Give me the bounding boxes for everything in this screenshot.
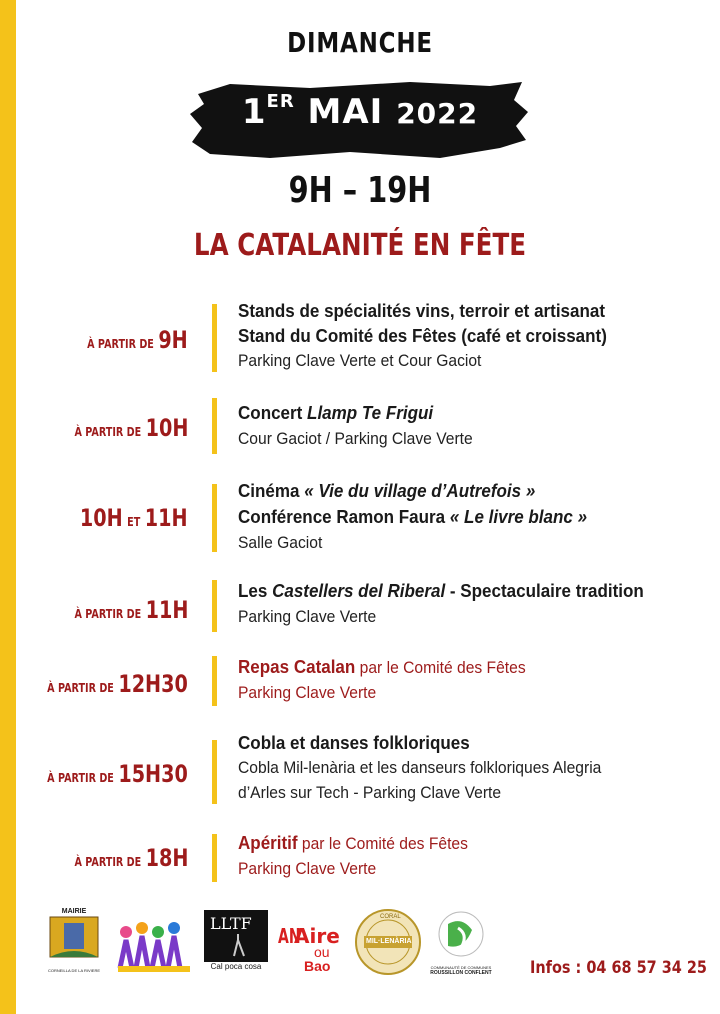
event-divider <box>212 304 217 372</box>
event-description: Cobla et danses folkloriques Cobla Mil-lenària et les danseurs folkloriques Alegria d’Arles sur Tech - Parking Clave Verte <box>238 732 602 802</box>
lltf-logo: LLTF Cal poca cosa <box>204 910 268 980</box>
event-time: 10H ET 11H <box>80 504 188 532</box>
lltf-figure-icon <box>204 910 268 962</box>
event-place: Cour Gaciot / Parking Clave Verte <box>238 429 473 448</box>
sponsor-logos <box>44 908 494 978</box>
event-place: Parking Clave Verte <box>238 683 377 702</box>
left-yellow-stripe <box>0 0 16 1014</box>
event-place: Parking Clave Verte et Cour Gaciot <box>238 351 482 370</box>
date-day: 1 <box>241 92 267 132</box>
info-phone: Infos : 04 68 57 34 25 <box>530 958 707 978</box>
event-divider <box>212 580 217 632</box>
event-day: DIMANCHE <box>287 26 433 59</box>
event-time: À PARTIR DE 10H <box>74 414 188 442</box>
event-time: À PARTIR DE 12H30 <box>47 670 188 698</box>
date-year: 2022 <box>396 97 479 130</box>
comcom-logo: COMMUNAUTÉ DE COMMUNES ROUSSILLON CONFLENT <box>428 910 494 978</box>
event-description: Apéritif par le Comité des Fêtes Parking Clave Verte <box>238 830 670 881</box>
event-divider <box>212 656 217 706</box>
event-divider <box>212 740 217 804</box>
dancers-logo <box>114 918 194 974</box>
event-date <box>190 92 530 132</box>
event-divider <box>212 484 217 552</box>
event-description: Les Castellers del Riberal - Spectaculaire tradition Parking Clave Verte <box>238 578 670 629</box>
event-theme: LA CATALANITÉ EN FÊTE <box>193 228 527 263</box>
event-time: À PARTIR DE 11H <box>74 596 188 624</box>
millenaria-logo: MIL·LENÀRIA CORAL <box>354 908 422 976</box>
mairie-logo: MAIRIE CORNEILLA DE LA RIVIERE <box>44 908 104 978</box>
event-time: À PARTIR DE 15H30 <box>47 760 188 788</box>
comcom-emblem-icon <box>428 910 494 960</box>
event-description: Concert Llamp Te Frigui Cour Gaciot / Parking Clave Verte <box>238 400 670 451</box>
event-time: À PARTIR DE 18H <box>74 844 188 872</box>
event-hours: 9H – 19H <box>288 170 432 211</box>
event-time: À PARTIR DE 9H <box>87 326 188 354</box>
event-divider <box>212 834 217 882</box>
event-place: Parking Clave Verte <box>238 607 377 626</box>
event-description: Repas Catalan par le Comité des Fêtes Parking Clave Verte <box>238 654 670 705</box>
aire-ou-bao-logo: AN Aire ou Bao <box>278 924 340 974</box>
date-month: MAI <box>307 92 384 132</box>
date-sup: ER <box>266 90 295 112</box>
event-description: Stands de spécialités vins, terroir et artisanat Stand du Comité des Fêtes (café et croissant) Parking Clave Verte et Cour Gaciot <box>238 298 670 373</box>
event-description: Cinéma « Vie du village d’Autrefois » Conférence Ramon Faura « Le livre blanc » Salle Gaciot <box>238 478 670 555</box>
mairie-crest-icon <box>44 915 104 963</box>
event-place: Parking Clave Verte <box>238 859 377 878</box>
event-divider <box>212 398 217 454</box>
event-place: Salle Gaciot <box>238 533 323 552</box>
